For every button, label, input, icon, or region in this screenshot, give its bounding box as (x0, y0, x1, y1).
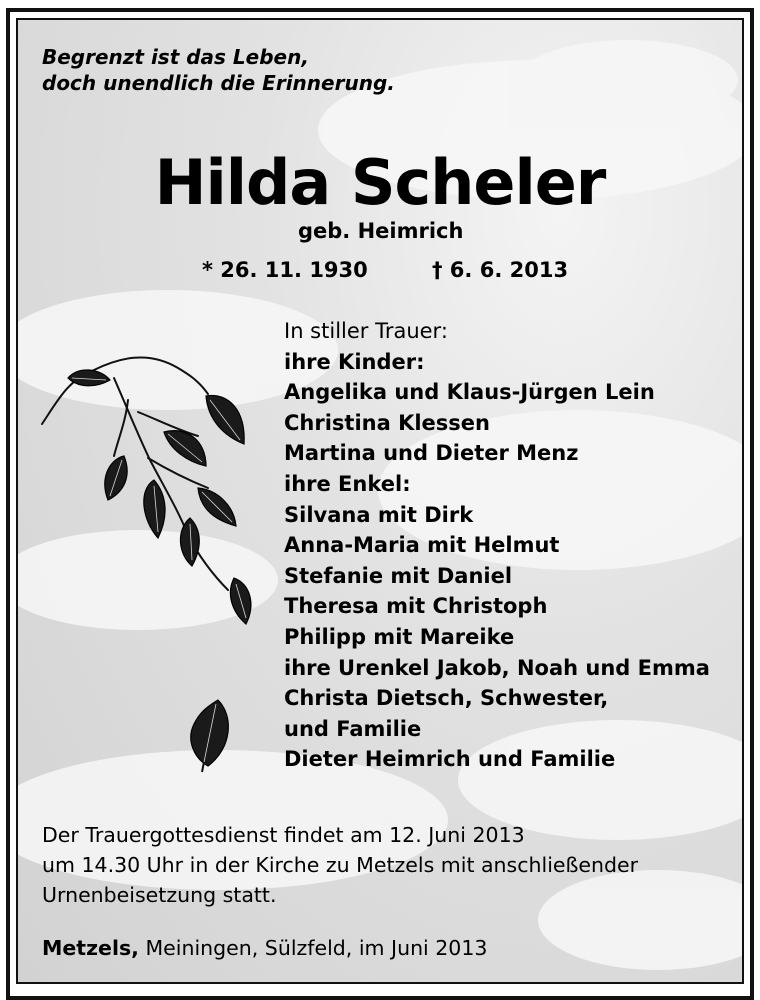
motto-line-1: Begrenzt ist das Leben, (42, 45, 309, 69)
mourner-line: Martina und Dieter Menz (284, 441, 579, 466)
birch-branch-icon (38, 340, 268, 640)
deceased-name: Hilda Scheler (154, 146, 606, 219)
mourner-line: Anna-Maria mit Helmut (284, 533, 560, 558)
mourner-line: Christina Klessen (284, 410, 490, 435)
mourner-line: Theresa mit Christoph (284, 594, 548, 619)
mourner-line: ihre Urenkel Jakob, Noah und Emma (284, 655, 710, 680)
place-and-date (42, 936, 487, 960)
mourner-line: Stefanie mit Daniel (284, 563, 513, 588)
mourners-list (284, 316, 710, 775)
service-line-1: Der Trauergottesdienst findet am 12. Juni 2013 (42, 823, 525, 847)
maiden-name: geb. Heimrich (298, 219, 464, 243)
closing-place: Metzels, (42, 936, 139, 960)
mourner-line: ihre Enkel: (284, 471, 411, 496)
falling-leaf-icon (178, 696, 238, 776)
mourner-line: und Familie (284, 716, 422, 741)
obituary-card (16, 18, 744, 984)
service-line-2: um 14.30 Uhr in der Kirche zu Metzels mit anschließender (42, 853, 639, 877)
service-line-3: Urnenbeisetzung statt. (42, 883, 277, 907)
mourner-line: ihre Kinder: (284, 349, 425, 374)
mourner-line: Angelika und Klaus-Jürgen Lein (284, 380, 655, 405)
death-date: † 6. 6. 2013 (432, 258, 569, 282)
motto (42, 44, 395, 96)
motto-line-2: doch unendlich die Erinnerung. (42, 71, 395, 95)
closing-rest: Meiningen, Sülzfeld, im Juni 2013 (138, 936, 488, 960)
mourner-line: Silvana mit Dirk (284, 502, 474, 527)
service-announcement (42, 820, 638, 910)
mourner-line: Philipp mit Mareike (284, 624, 515, 649)
mourner-line: Dieter Heimrich und Familie (284, 747, 616, 772)
birth-date: * 26. 11. 1930 (202, 258, 368, 282)
mourners-intro: In stiller Trauer: (284, 319, 448, 343)
mourner-line: Christa Dietsch, Schwester, (284, 686, 609, 711)
